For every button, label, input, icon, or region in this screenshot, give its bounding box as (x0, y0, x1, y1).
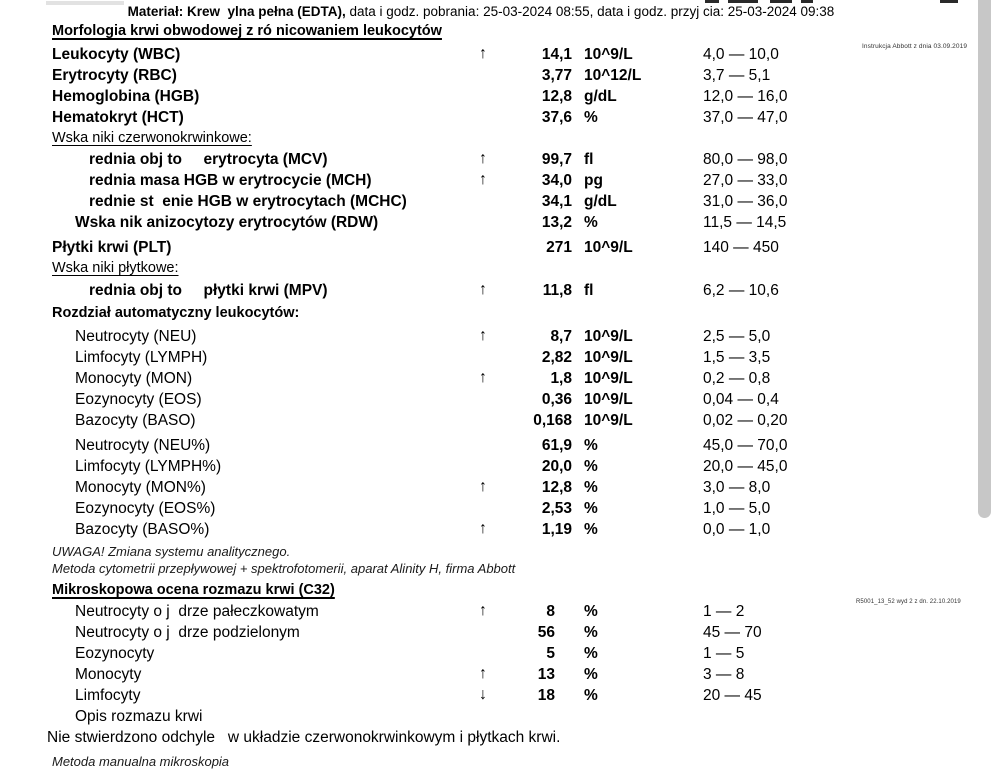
result-row-eozynocyty-micro (0, 643, 978, 664)
flag-empty (470, 389, 496, 410)
column-gap (572, 170, 584, 191)
form-revision-note: R5001_13_52 wyd 2 z dn. 22.10.2019 (856, 599, 961, 605)
result-unit: % (584, 214, 598, 231)
result-unit: fl (584, 282, 594, 299)
result-unit: % (584, 687, 598, 704)
result-row-lymph-pct (0, 456, 978, 477)
arrow-up-icon: ↑ (479, 665, 487, 682)
result-row-rbc (0, 65, 978, 86)
specimen-dates: data i godz. pobrania: 25-03-2024 08:55, data i godz. przyj cia: 25-03-2024 09:38 (345, 4, 835, 19)
result-row-mcv (0, 149, 978, 170)
arrow-up-icon: ↑ (479, 150, 487, 167)
result-row-mchc (0, 191, 978, 212)
test-name: rednie st enie HGB w erytrocytach (MCHC) (89, 193, 407, 210)
test-name: rednia obj to erytrocyta (MCV) (89, 151, 328, 168)
result-value: 37,6 (541, 109, 572, 126)
test-name: Neutrocyty (NEU%) (75, 437, 211, 454)
section-heading-morfologia: Morfologia krwi obwodowej z ró nicowaniem leukocytów (52, 23, 442, 39)
test-name: Wska nik anizocytozy erytrocytów (RDW) (75, 214, 379, 231)
reference-range: 0,0 — 1,0 (703, 521, 771, 538)
result-unit: 10^9/L (584, 46, 633, 63)
test-name: rednia obj to płytki krwi (MPV) (89, 282, 328, 299)
result-row-baso-pct (0, 519, 978, 540)
arrow-up-icon: ↑ (479, 45, 487, 62)
result-unit: 10^9/L (584, 412, 633, 429)
section-heading-wskazniki-czerwonokrwinkowe: Wska niki czerwonokrwinkowe: (52, 130, 252, 146)
column-gap (572, 280, 584, 301)
result-unit: 10^9/L (584, 349, 633, 366)
result-unit: % (584, 624, 598, 641)
report-body (0, 22, 978, 770)
result-value: 0,168 (533, 412, 572, 429)
test-name: Limfocyty (75, 687, 141, 704)
flag-empty (470, 107, 496, 128)
result-value: 13,2 (541, 214, 572, 231)
result-row-eos (0, 389, 978, 410)
reference-range: 6,2 — 10,6 (703, 282, 779, 299)
column-gap (572, 622, 584, 643)
column-gap (572, 368, 584, 389)
reference-range: 1,0 — 5,0 (703, 500, 771, 517)
flag-empty (470, 622, 496, 643)
result-row-wbc (0, 44, 978, 65)
result-row-monocyty-micro (0, 664, 978, 685)
text-line-wniosek: Nie stwierdzono odchyle w układzie czerwonokrwinkowym i płytkach krwi. (47, 729, 561, 746)
result-row-plt (0, 237, 978, 258)
specimen-material: Materiał: Krew ylna pełna (EDTA), (127, 4, 346, 19)
specimen-header (0, 3, 962, 20)
reference-range: 27,0 — 33,0 (703, 172, 788, 189)
test-name: Bazocyty (BASO%) (75, 521, 210, 538)
reference-range: 4,0 — 10,0 (703, 46, 779, 63)
arrow-up-icon: ↑ (479, 171, 487, 188)
test-name: Monocyty (MON) (75, 370, 193, 387)
reference-range: 3 — 8 (703, 666, 745, 683)
column-gap (572, 347, 584, 368)
result-unit: 10^9/L (584, 239, 633, 256)
test-name: Monocyty (75, 666, 142, 683)
result-value: 3,77 (541, 67, 572, 84)
column-gap (572, 519, 584, 540)
column-gap (572, 685, 584, 706)
column-gap (572, 498, 584, 519)
result-value: 34,0 (541, 172, 572, 189)
result-value: 8,7 (550, 328, 572, 345)
column-gap (572, 65, 584, 86)
arrow-up-icon: ↑ (479, 327, 487, 344)
result-row-hgb (0, 86, 978, 107)
method-note-metoda-cytometrii: Metoda cytometrii przepływowej + spektrofotomerii, aparat Alinity H, firma Abbott (52, 561, 516, 576)
arrow-up-icon: ↑ (479, 478, 487, 495)
result-unit: pg (584, 172, 603, 189)
test-name: Neutrocyty o j drze podzielonym (75, 624, 300, 641)
result-unit: % (584, 666, 598, 683)
result-value: 18 (537, 687, 555, 704)
result-unit: % (584, 645, 598, 662)
column-gap (572, 389, 584, 410)
result-unit: % (584, 521, 598, 538)
test-name: Limfocyty (LYMPH%) (75, 458, 222, 475)
result-row-baso (0, 410, 978, 431)
scrollbar-thumb[interactable] (978, 0, 991, 518)
column-gap (572, 410, 584, 431)
result-row-neu-pct (0, 435, 978, 456)
result-row-eos-pct (0, 498, 978, 519)
test-name: Eozynocyty (EOS%) (75, 500, 216, 517)
test-name: Płytki krwi (PLT) (52, 239, 172, 256)
reference-range: 3,7 — 5,1 (703, 67, 771, 84)
result-unit: 10^9/L (584, 370, 633, 387)
test-name: Monocyty (MON%) (75, 479, 206, 496)
section-heading-mikroskopowa-ocena: Mikroskopowa ocena rozmazu krwi (C32) (52, 582, 335, 598)
result-row-neu (0, 326, 978, 347)
result-row-limfocyty-micro (0, 685, 978, 706)
flag-empty (470, 456, 496, 477)
flag-empty (470, 191, 496, 212)
test-name: Eozynocyty (EOS) (75, 391, 202, 408)
result-unit: % (584, 603, 598, 620)
result-row-neu-podzielone (0, 622, 978, 643)
reference-range: 20 — 45 (703, 687, 762, 704)
arrow-up-icon: ↑ (479, 369, 487, 386)
method-note-metoda-manualna: Metoda manualna mikroskopia (52, 754, 230, 769)
arrow-up-icon: ↑ (479, 602, 487, 619)
reference-range: 45 — 70 (703, 624, 762, 641)
result-row-mch (0, 170, 978, 191)
result-unit: % (584, 479, 598, 496)
reference-range: 0,04 — 0,4 (703, 391, 779, 408)
result-unit: 10^12/L (584, 67, 642, 84)
column-gap (572, 212, 584, 233)
result-row-lymph (0, 347, 978, 368)
reference-range: 37,0 — 47,0 (703, 109, 788, 126)
result-value: 1,8 (550, 370, 572, 387)
reference-range: 1 — 5 (703, 645, 745, 662)
reference-range: 1,5 — 3,5 (703, 349, 771, 366)
test-name: Neutrocyty o j drze pałeczkowatym (75, 603, 319, 620)
result-row-hct (0, 107, 978, 128)
reference-range: 2,5 — 5,0 (703, 328, 771, 345)
reference-range: 3,0 — 8,0 (703, 479, 771, 496)
flag-empty (470, 65, 496, 86)
result-unit: % (584, 437, 598, 454)
result-value: 12,8 (541, 479, 572, 496)
reference-range: 1 — 2 (703, 603, 745, 620)
flag-empty (470, 643, 496, 664)
result-value: 12,8 (541, 88, 572, 105)
reference-range: 0,02 — 0,20 (703, 412, 788, 429)
column-gap (572, 456, 584, 477)
test-name: Leukocyty (WBC) (52, 46, 181, 63)
arrow-up-icon: ↑ (479, 520, 487, 537)
flag-empty (470, 498, 496, 519)
flag-empty (470, 410, 496, 431)
column-gap (572, 643, 584, 664)
instruction-note: Instrukcja Abbott z dnia 03.09.2019 (862, 43, 968, 50)
result-value: 13 (537, 666, 555, 683)
result-row-mpv (0, 280, 978, 301)
reference-range: 31,0 — 36,0 (703, 193, 788, 210)
column-gap (572, 601, 584, 622)
reference-range: 0,2 — 0,8 (703, 370, 771, 387)
flag-empty (470, 347, 496, 368)
result-value: 61,9 (541, 437, 572, 454)
column-gap (572, 664, 584, 685)
reference-range: 11,5 — 14,5 (703, 214, 787, 231)
test-name: Hemoglobina (HGB) (52, 88, 200, 105)
result-value: 8 (546, 603, 555, 620)
result-unit: % (584, 500, 598, 517)
column-gap (572, 237, 584, 258)
flag-empty (470, 237, 496, 258)
result-unit: 10^9/L (584, 391, 633, 408)
column-gap (572, 326, 584, 347)
reference-range: 45,0 — 70,0 (703, 437, 788, 454)
result-row-rdw (0, 212, 978, 233)
text-line-opis-rozmazu: Opis rozmazu krwi (75, 708, 203, 725)
arrow-up-icon: ↑ (479, 281, 487, 298)
reference-range: 12,0 — 16,0 (703, 88, 788, 105)
flag-empty (470, 212, 496, 233)
result-value: 99,7 (541, 151, 572, 168)
test-name: Bazocyty (BASO) (75, 412, 196, 429)
column-gap (572, 435, 584, 456)
result-unit: % (584, 109, 598, 126)
result-value: 11,8 (542, 282, 572, 299)
section-heading-wskazniki-plytkowe: Wska niki płytkowe: (52, 260, 179, 276)
result-row-mon-pct (0, 477, 978, 498)
column-gap (572, 107, 584, 128)
result-value: 2,82 (541, 349, 572, 366)
result-unit: g/dL (584, 193, 617, 210)
column-gap (572, 149, 584, 170)
section-heading-rozdzial-automatyczny: Rozdział automatyczny leukocytów: (52, 305, 300, 321)
flag-empty (470, 435, 496, 456)
result-value: 2,53 (541, 500, 572, 517)
arrow-down-icon: ↓ (479, 686, 487, 703)
result-value: 5 (546, 645, 555, 662)
result-value: 56 (537, 624, 555, 641)
test-name: Neutrocyty (NEU) (75, 328, 197, 345)
result-value: 271 (546, 239, 572, 256)
test-name: rednia masa HGB w erytrocycie (MCH) (89, 172, 372, 189)
result-unit: fl (584, 151, 594, 168)
result-unit: g/dL (584, 88, 617, 105)
flag-empty (470, 86, 496, 107)
column-gap (572, 44, 584, 65)
result-value: 34,1 (541, 193, 572, 210)
result-value: 1,19 (541, 521, 572, 538)
test-name: Erytrocyty (RBC) (52, 67, 177, 84)
column-gap (572, 191, 584, 212)
column-gap (572, 86, 584, 107)
result-row-mon (0, 368, 978, 389)
test-name: Limfocyty (LYMPH) (75, 349, 208, 366)
test-name: Hematokryt (HCT) (52, 109, 184, 126)
method-note-uwaga: UWAGA! Zmiana systemu analitycznego. (52, 544, 291, 559)
column-gap (572, 477, 584, 498)
test-name: Eozynocyty (75, 645, 155, 662)
result-value: 14,1 (541, 46, 572, 63)
result-unit: % (584, 458, 598, 475)
result-value: 0,36 (541, 391, 572, 408)
result-unit: 10^9/L (584, 328, 633, 345)
reference-range: 20,0 — 45,0 (703, 458, 788, 475)
result-value: 20,0 (541, 458, 572, 475)
result-row-neu-paleczkowate (0, 601, 978, 622)
reference-range: 140 — 450 (703, 239, 779, 256)
reference-range: 80,0 — 98,0 (703, 151, 788, 168)
